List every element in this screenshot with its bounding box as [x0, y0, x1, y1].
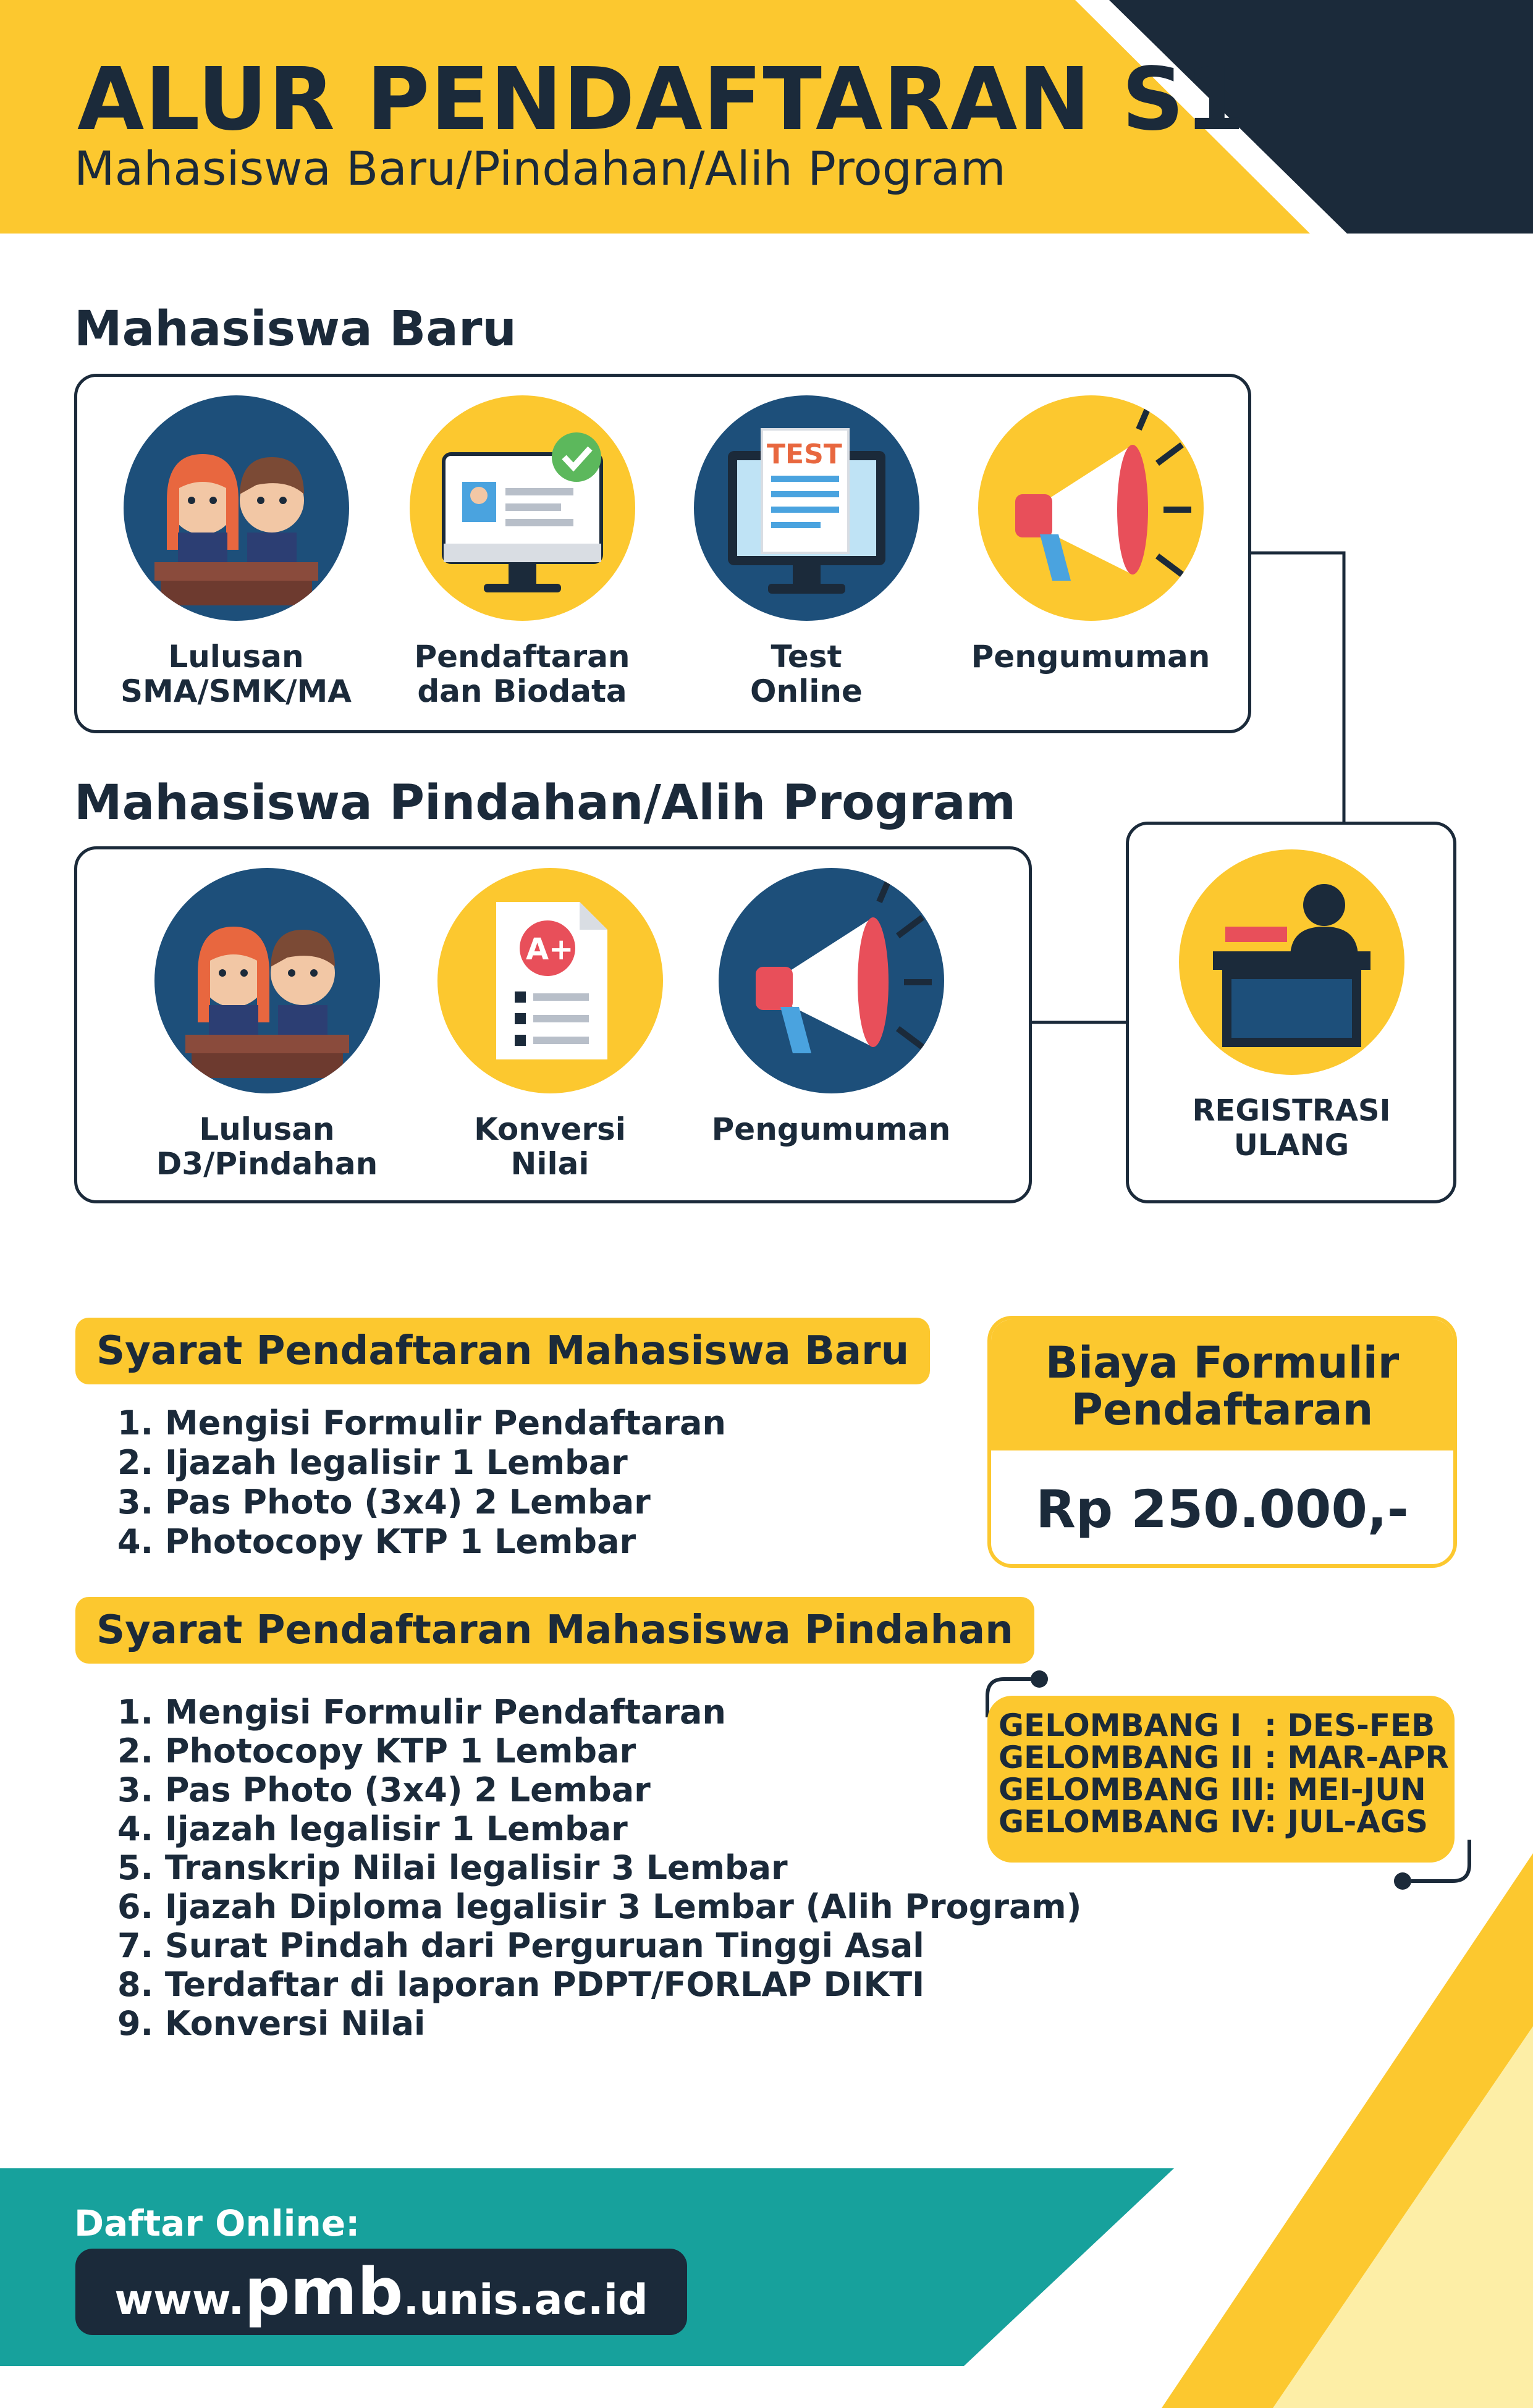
- gelombang-card: [987, 1696, 1455, 1863]
- step-lulusan-sma: Lulusan SMA/SMK/MA: [106, 395, 366, 709]
- megaphone-icon: [978, 395, 1204, 621]
- daftar-online-label: Daftar Online:: [74, 2202, 360, 2244]
- gelombang-row: GELOMBANG II : MAR-APR: [999, 1740, 1449, 1775]
- list-item: 5. Transkrip Nilai legalisir 3 Lembar: [117, 1848, 788, 1887]
- svg-text:A+: A+: [525, 932, 573, 967]
- list-item: 8. Terdaftar di laporan PDPT/FORLAP DIKTI: [117, 1965, 925, 2004]
- step-registrasi-ulang: REGISTRASI ULANG: [1162, 849, 1421, 1163]
- list-item: 3. Pas Photo (3x4) 2 Lembar: [117, 1770, 651, 1809]
- computer-form-icon: [410, 395, 635, 621]
- syarat-baru-list: [117, 1404, 726, 1562]
- step-pengumuman-baru: Pengumuman: [961, 395, 1220, 674]
- list-item: 1. Mengisi Formulir Pendaftaran: [117, 1693, 726, 1732]
- list-item: 4. Photocopy KTP 1 Lembar: [117, 1522, 636, 1561]
- gelombang-row: GELOMBANG IV : JUL-AGS: [999, 1804, 1428, 1840]
- grade-document-icon: [437, 868, 663, 1093]
- syarat-pindahan-heading: Syarat Pendaftaran Mahasiswa Pindahan: [75, 1597, 1034, 1664]
- page-subtitle: Mahasiswa Baru/Pindahan/Alih Program: [74, 141, 1006, 196]
- gelombang-row: GELOMBANG III : MEI-JUN: [999, 1772, 1426, 1808]
- list-item: 3. Pas Photo (3x4) 2 Lembar: [117, 1483, 651, 1522]
- section-title-baru: Mahasiswa Baru: [74, 301, 517, 357]
- svg-text:TEST: TEST: [766, 439, 842, 470]
- registration-desk-icon: [1179, 849, 1404, 1075]
- section-title-pindahan: Mahasiswa Pindahan/Alih Program: [74, 775, 1016, 831]
- list-item: 2. Photocopy KTP 1 Lembar: [117, 1732, 636, 1770]
- step-lulusan-d3: Lulusan D3/Pindahan: [137, 868, 397, 1181]
- megaphone-icon: [719, 868, 944, 1093]
- page-title: ALUR PENDAFTARAN S1: [77, 49, 1246, 150]
- registration-url-link[interactable]: www.pmb.unis.ac.id: [75, 2249, 687, 2335]
- list-item: 6. Ijazah Diploma legalisir 3 Lembar (Alih Program): [117, 1887, 1082, 1926]
- biaya-amount: Rp 250.000,-: [1036, 1479, 1409, 1539]
- list-item: 7. Surat Pindah dari Perguruan Tinggi Asal: [117, 1926, 924, 1965]
- biaya-title: Biaya Formulir Pendaftaran: [991, 1320, 1453, 1450]
- syarat-baru-heading: Syarat Pendaftaran Mahasiswa Baru: [75, 1318, 930, 1384]
- step-pendaftaran-biodata: Pendaftaran dan Biodata: [392, 395, 652, 709]
- list-item: 4. Ijazah legalisir 1 Lembar: [117, 1809, 628, 1848]
- gelombang-row: GELOMBANG I : DES-FEB: [999, 1707, 1435, 1743]
- biaya-card: [987, 1316, 1457, 1568]
- step-test-online: TEST Test Online: [677, 395, 936, 709]
- step-konversi-nilai: A+ Konversi Nilai: [420, 868, 680, 1181]
- step-pengumuman-pindahan: Pengumuman: [701, 868, 961, 1147]
- students-icon: [154, 868, 380, 1093]
- list-item: 1. Mengisi Formulir Pendaftaran: [117, 1404, 726, 1442]
- students-icon: [124, 395, 349, 621]
- list-item: 9. Konversi Nilai: [117, 2004, 426, 2043]
- list-item: 2. Ijazah legalisir 1 Lembar: [117, 1443, 628, 1482]
- syarat-pindahan-list: [117, 1693, 1081, 2043]
- test-monitor-icon: [694, 395, 919, 621]
